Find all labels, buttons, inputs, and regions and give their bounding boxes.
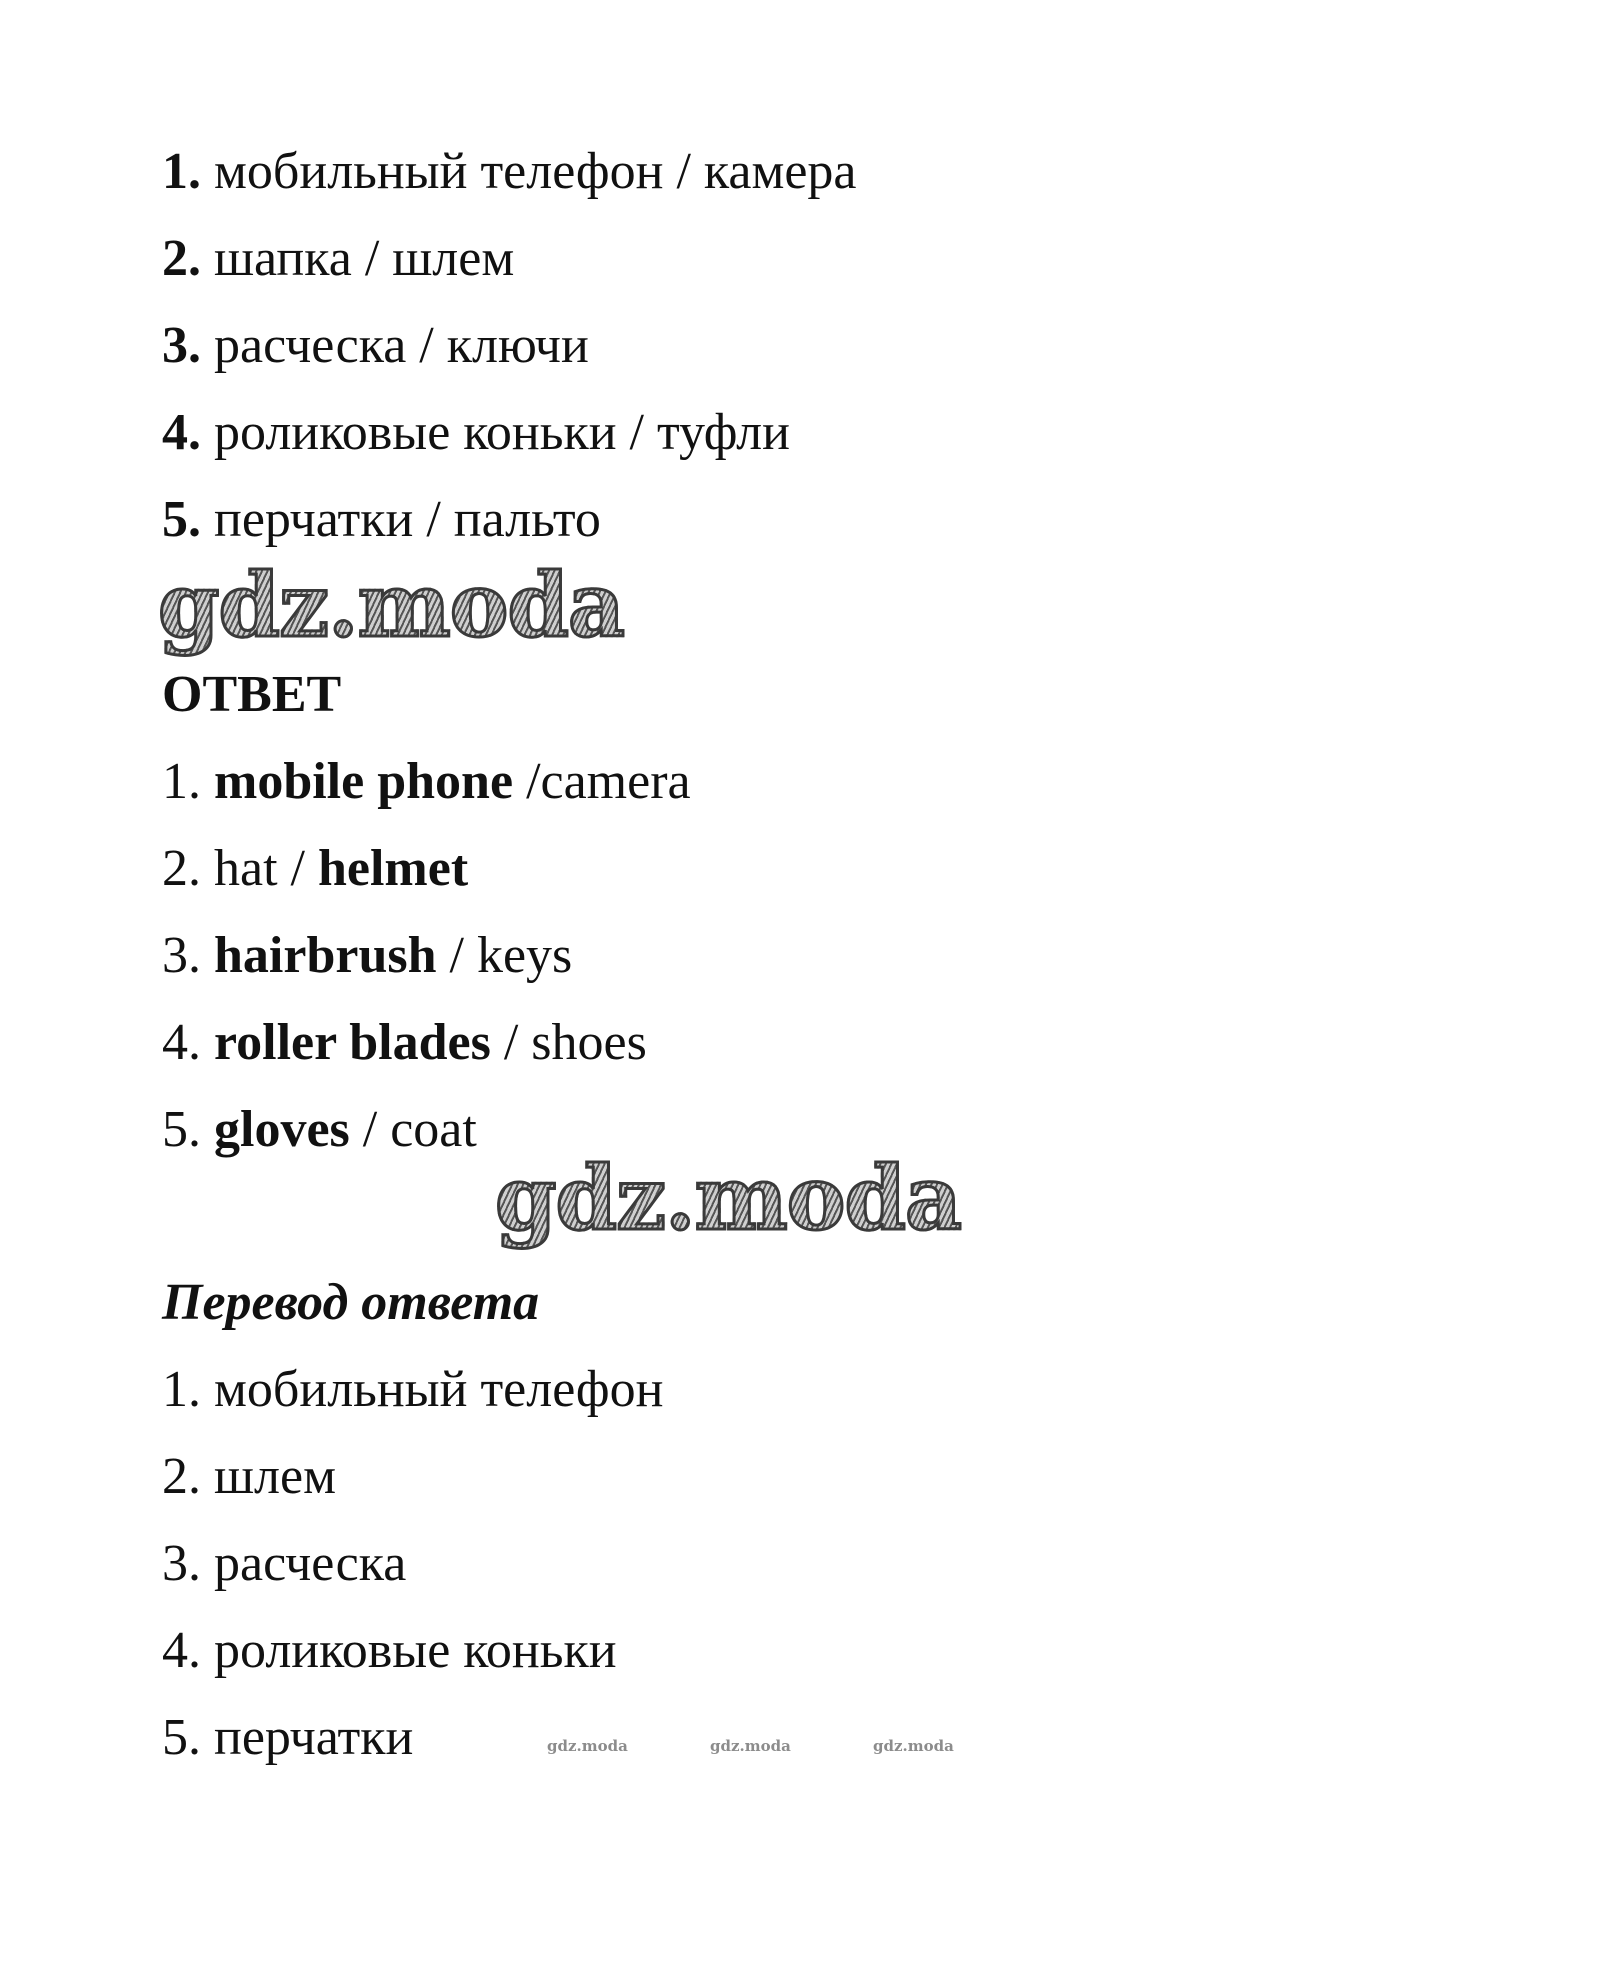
item-text: расческа bbox=[214, 1535, 407, 1592]
item-number: 2. bbox=[162, 230, 201, 287]
item-text: перчатки / пальто bbox=[214, 491, 601, 548]
item-number: 2. bbox=[162, 840, 201, 897]
answer-highlight: hairbrush bbox=[214, 927, 437, 984]
item-text: шлем bbox=[214, 1448, 336, 1505]
answer-item-3 bbox=[162, 926, 572, 986]
item-pre: hat / bbox=[214, 840, 318, 897]
item-text: мобильный телефон bbox=[214, 1361, 664, 1418]
item-text: роликовые коньки / туфли bbox=[214, 404, 790, 461]
translation-heading: Перевод ответа bbox=[162, 1274, 540, 1331]
exercise-item-3 bbox=[162, 316, 589, 376]
item-text: шапка / шлем bbox=[214, 230, 515, 287]
answer-item-4 bbox=[162, 1013, 647, 1073]
answer-item-2 bbox=[162, 839, 468, 899]
item-number: 4. bbox=[162, 1622, 201, 1679]
watermark-small: gdz.moda bbox=[547, 1737, 628, 1755]
translation-item-1 bbox=[162, 1360, 663, 1420]
watermark-logo: gdz.moda bbox=[158, 553, 625, 657]
answer-highlight: mobile phone bbox=[214, 753, 514, 810]
item-number: 2. bbox=[162, 1448, 201, 1505]
translation-item-4 bbox=[162, 1621, 617, 1681]
item-number: 4. bbox=[162, 1014, 201, 1071]
watermark-small: gdz.moda bbox=[710, 1737, 791, 1755]
exercise-item-1 bbox=[162, 142, 857, 202]
item-number: 5. bbox=[162, 491, 201, 548]
item-number: 4. bbox=[162, 404, 201, 461]
item-number: 5. bbox=[162, 1101, 201, 1158]
item-number: 3. bbox=[162, 1535, 201, 1592]
answer-item-5 bbox=[162, 1100, 477, 1160]
item-text: расческа / ключи bbox=[214, 317, 589, 374]
item-rest: / keys bbox=[449, 927, 573, 984]
translation-item-5 bbox=[162, 1708, 413, 1768]
watermark-small: gdz.moda bbox=[873, 1737, 954, 1755]
exercise-item-2 bbox=[162, 229, 514, 289]
item-number: 1. bbox=[162, 143, 201, 200]
translation-item-2 bbox=[162, 1447, 336, 1507]
item-number: 5. bbox=[162, 1709, 201, 1766]
item-number: 3. bbox=[162, 927, 201, 984]
exercise-item-5 bbox=[162, 490, 601, 550]
answer-item-1 bbox=[162, 752, 691, 812]
item-number: 3. bbox=[162, 317, 201, 374]
translation-item-3 bbox=[162, 1534, 406, 1594]
item-text: мобильный телефон / камера bbox=[214, 143, 857, 200]
item-rest: /camera bbox=[526, 753, 691, 810]
item-text: роликовые коньки bbox=[214, 1622, 617, 1679]
answer-highlight: roller blades bbox=[214, 1014, 491, 1071]
answer-highlight: helmet bbox=[317, 840, 469, 897]
item-number: 1. bbox=[162, 753, 201, 810]
item-rest: / coat bbox=[362, 1101, 477, 1158]
item-number: 1. bbox=[162, 1361, 201, 1418]
item-rest: / shoes bbox=[503, 1014, 647, 1071]
exercise-item-4 bbox=[162, 403, 790, 463]
answer-heading: ОТВЕТ bbox=[162, 666, 342, 723]
watermark-logo: gdz.moda bbox=[495, 1146, 962, 1250]
answer-highlight: gloves bbox=[214, 1101, 350, 1158]
item-text: перчатки bbox=[214, 1709, 414, 1766]
